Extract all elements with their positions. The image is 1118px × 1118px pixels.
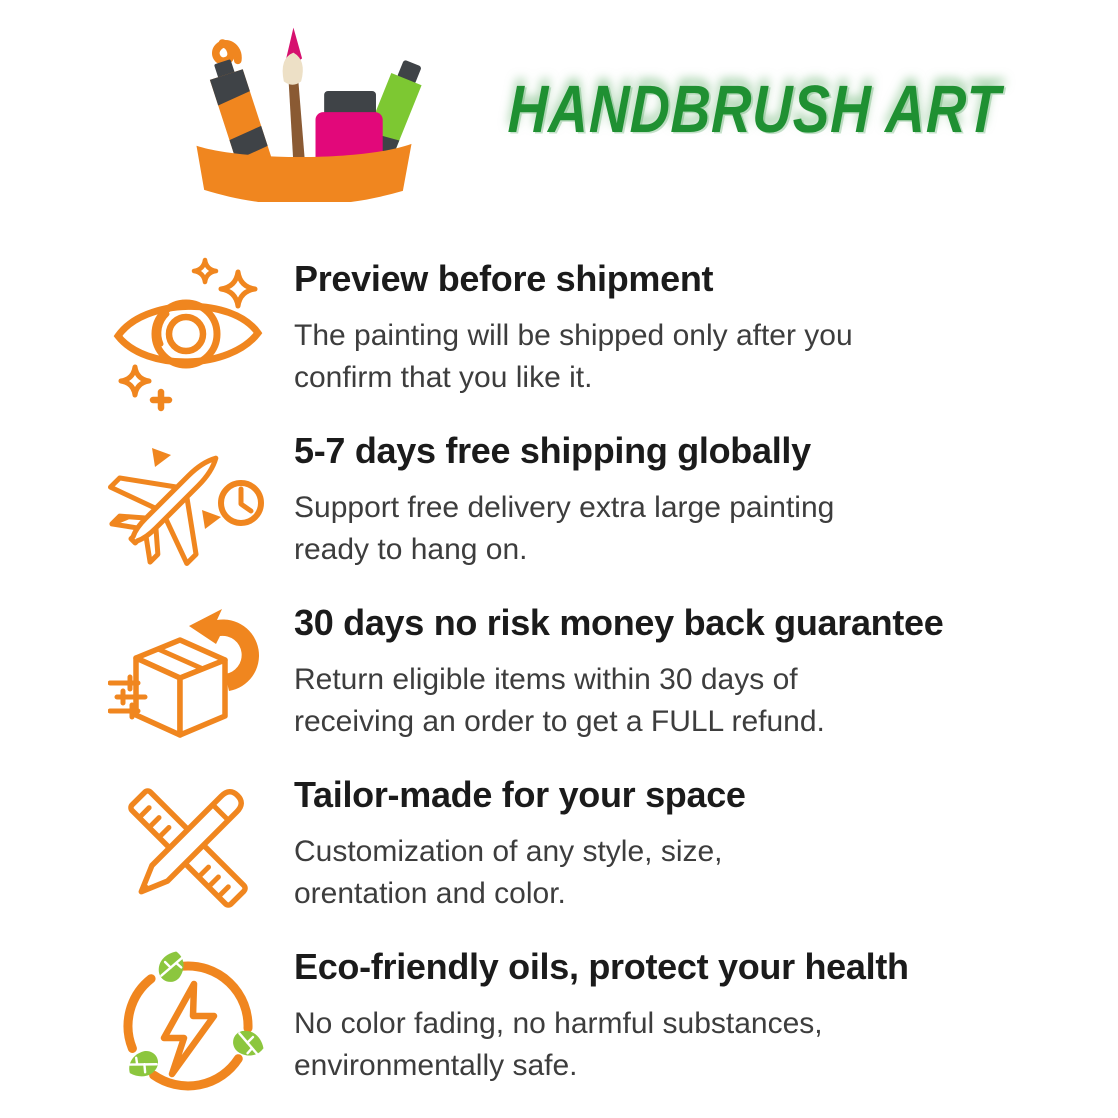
eye-sparkle-icon: [108, 254, 268, 414]
feature-list: [0, 254, 1118, 1102]
feature-desc: [294, 315, 853, 400]
feature-text: [294, 598, 944, 744]
feature-desc: [294, 487, 834, 572]
feature-desc-line: receiving an order to get a FULL refund.: [294, 705, 825, 739]
feature-row-tailor-made: [108, 770, 1118, 930]
handbrush-art-logo: [184, 20, 424, 198]
feature-text: [294, 254, 853, 400]
feature-title: 30 days no risk money back guarantee: [294, 602, 944, 643]
feature-text: [294, 770, 746, 916]
feature-desc-line: Customization of any style, size,: [294, 834, 723, 868]
feature-desc-line: No color fading, no harmful substances,: [294, 1006, 823, 1040]
feature-desc-line: ready to hang on.: [294, 533, 528, 567]
shipping-box-return-icon: [108, 598, 268, 758]
feature-title: 5-7 days free shipping globally: [294, 430, 811, 471]
feature-desc-line: confirm that you like it.: [294, 361, 593, 395]
feature-desc: [294, 831, 746, 916]
feature-desc-line: Return eligible items within 30 days of: [294, 662, 798, 696]
feature-desc: [294, 659, 944, 744]
feature-title: Eco-friendly oils, protect your health: [294, 946, 909, 987]
feature-desc-line: orentation and color.: [294, 877, 566, 911]
art-supplies-basket-logo-graphic: [184, 20, 424, 202]
feature-row-money-back: [108, 598, 1118, 758]
feature-desc-line: The painting will be shipped only after you: [294, 318, 853, 352]
feature-title: Preview before shipment: [294, 258, 714, 299]
feature-text: [294, 942, 909, 1088]
feature-desc: [294, 1003, 909, 1088]
feature-row-shipping: [108, 426, 1118, 586]
feature-title: Tailor-made for your space: [294, 774, 746, 815]
airplane-clock-icon: [108, 426, 268, 586]
feature-row-preview: [108, 254, 1118, 414]
feature-text: [294, 426, 834, 572]
feature-desc-line: environmentally safe.: [294, 1049, 578, 1083]
feature-row-eco-friendly: [108, 942, 1118, 1102]
eco-energy-leaf-icon: [108, 942, 268, 1102]
brand-name: HANDBRUSH ART: [506, 71, 1002, 147]
ruler-pencil-icon: [108, 770, 268, 930]
header: [0, 0, 1118, 198]
feature-desc-line: Support free delivery extra large painting: [294, 490, 835, 524]
